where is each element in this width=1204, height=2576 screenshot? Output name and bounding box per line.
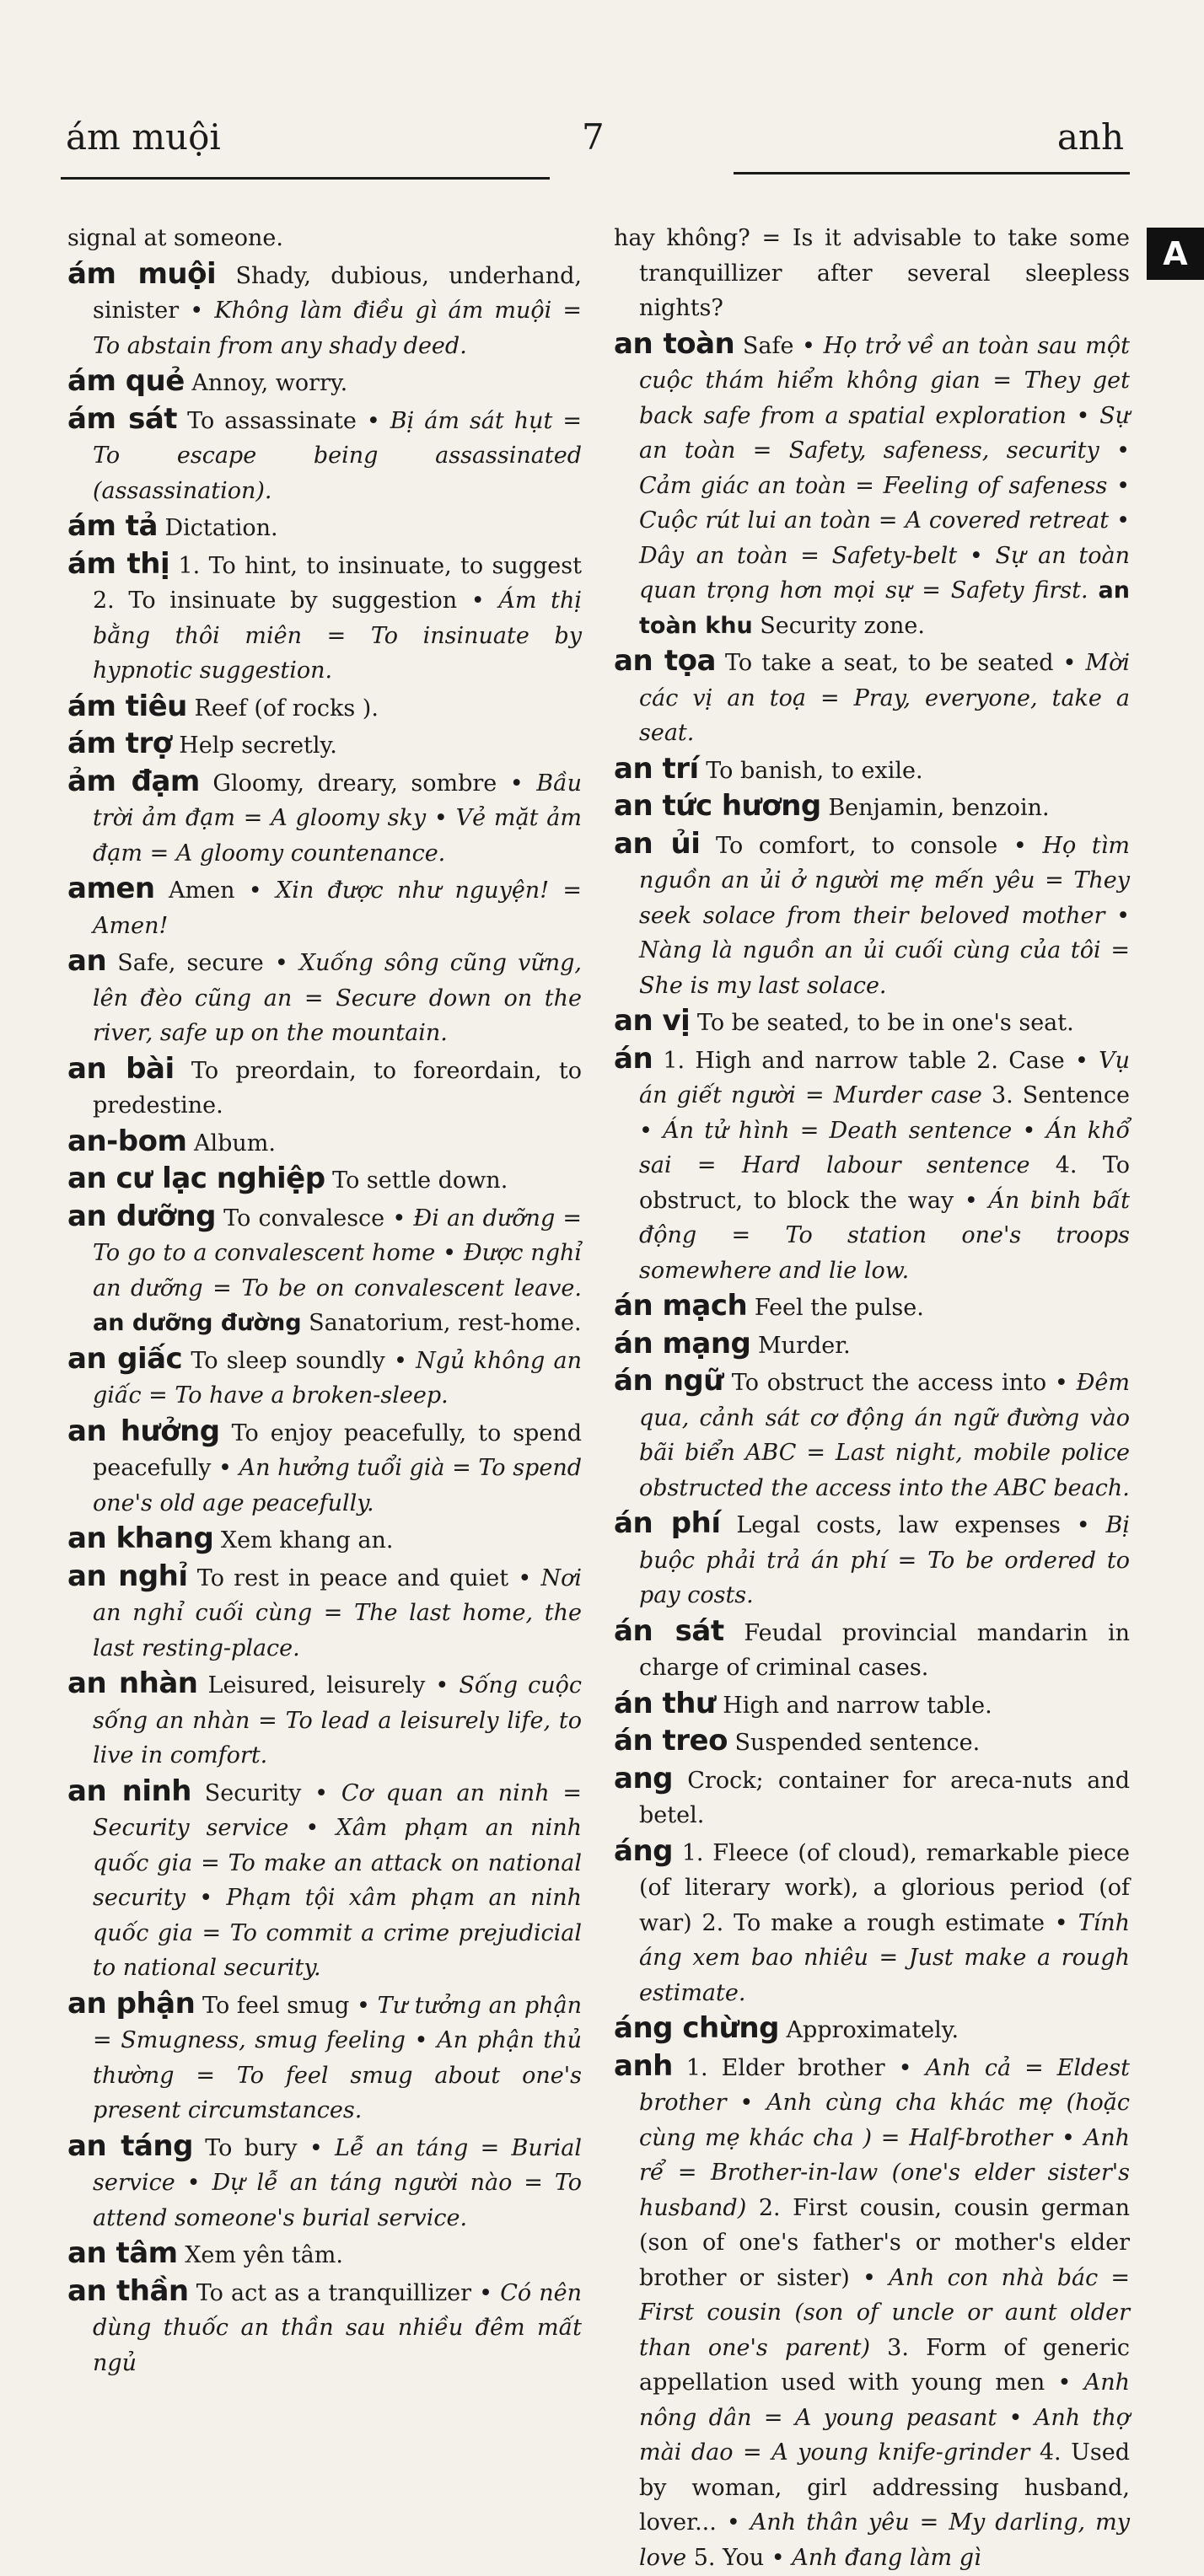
entry-definition: To enjoy peacefully, to spend peacefully xyxy=(93,1419,582,1481)
dictionary-entry xyxy=(67,1052,582,1124)
dictionary-entry: ám thị 1. To hint, to insinuate, to suggest 2. To insinuate by suggestion • Ám thị bằng thôi miên = To insinuate by hypnotic suggestion. xyxy=(67,546,582,684)
entry-definition: To preordain, to foreordain, to predestine. xyxy=(93,1057,582,1119)
dictionary-entry: an ủi To comfort, to console • Họ tìm nguồn an ủi ở người mẹ mến yêu = They seek solace from their beloved mother • Nàng là nguồn an ủi cuối cùng của tôi = She is my last solace. xyxy=(614,826,1130,999)
entry-definition: Xem yên tâm. xyxy=(185,2242,343,2268)
dictionary-entry: ám muội Shady, dubious, underhand, sinister • Không làm điều gì ám muội = To abstain from any shady deed. xyxy=(67,256,582,359)
dictionary-entry: an giấc To sleep soundly • Ngủ không an giấc = To have a broken-sleep. xyxy=(67,1341,582,1409)
entry-definition: To act as a tranquillizer xyxy=(196,2279,472,2306)
entry-definition: High and narrow table. xyxy=(723,1692,992,1719)
entry-definition: Murder. xyxy=(758,1332,851,1359)
entry-definition: Feel the pulse. xyxy=(754,1295,924,1321)
entry-headword: an bài xyxy=(67,1051,175,1086)
entry-example: Anh đang làm gì xyxy=(792,2544,981,2571)
dictionary-entry: án 1. High and narrow table 2. Case • Vụ án giết người = Murder case 3. Sentence • Án tử hình = Death sentence • Án khổ sai = Hard labour sentence 4. To obstruct, to block the way • Án binh bất động = To station one's troops somewhere and lie low. xyxy=(614,1041,1130,1284)
entry-headword: an xyxy=(67,944,107,978)
entry-headword: an trí xyxy=(614,751,699,786)
entry-definition: Album. xyxy=(193,1130,276,1157)
entry-definition: Amen xyxy=(168,877,235,904)
entry-subheadword: an dưỡng đường xyxy=(93,1310,302,1336)
entry-definition: Xem khang an. xyxy=(220,1527,394,1554)
entry-definition: 1. Elder brother xyxy=(685,2054,885,2081)
entry-definition: To comfort, to console xyxy=(716,832,998,859)
entry-headword: ám quẻ xyxy=(67,364,185,398)
dictionary-entry xyxy=(67,1521,582,1559)
entry-definition: Crock; container for areca-nuts and betel. xyxy=(639,1767,1130,1828)
entry-headword: an tâm xyxy=(67,2236,178,2270)
entry-example: Đi an dưỡng = To go to a convalescent home • Được nghỉ an dưỡng = To be on convalescent leave. xyxy=(93,1205,582,1301)
entry-headword: án xyxy=(614,1041,653,1076)
entry-definition: Legal costs, law expenses xyxy=(736,1512,1061,1538)
entry-example: Ám thị bằng thôi miên = To insinuate by hypnotic suggestion. xyxy=(93,588,582,684)
entry-example: Không làm điều gì ám muội = To abstain from any shady deed. xyxy=(93,298,582,359)
dictionary-entry: an Safe, secure • Xuống sông cũng vững, lên đèo cũng an = Secure down on the river, safe up on the mountain. xyxy=(67,944,582,1046)
dictionary-entry: áng 1. Fleece (of cloud), remarkable piece (of literary work), a glorious period (of war) 2. To make a rough estimate • Tính áng xem bao nhiêu = Just make a rough estimate. xyxy=(614,1833,1130,2006)
dictionary-entry xyxy=(614,1762,1130,1833)
dictionary-entry xyxy=(614,752,1130,789)
entry-definition: Benjamin, benzoin. xyxy=(828,795,1050,821)
dictionary-entry: an toàn Safe • Họ trở về an toàn sau một cuộc thám hiểm không gian = They get back safe from a spatial exploration • Sự an toàn = Safety, safeness, security • Cảm giác an toàn = Feeling of safeness • Cuộc rút lui an toàn = A covered retreat • Dây an toàn = Safety-belt • Sự an toàn quan trọng hơn mọi sự = Safety first. an toàn khu Security zone. xyxy=(614,326,1130,639)
entry-example: Mời các vị an toạ = Pray, everyone, take a seat. xyxy=(639,650,1131,746)
entry-example: Án tử hình = Death sentence • Án khổ sai = Hard labour sentence xyxy=(639,1117,1130,1178)
entry-definition: 3. Form of generic appellation used with young men xyxy=(639,2334,1130,2396)
entry-headword: an ủi xyxy=(614,826,701,861)
entry-definition: Dictation. xyxy=(164,515,278,541)
dictionary-entry xyxy=(614,1004,1130,1041)
entry-definition: Leisured, leisurely xyxy=(207,1672,426,1699)
right-guide-word: anh xyxy=(1056,116,1124,158)
entry-headword: an giấc xyxy=(67,1341,183,1376)
entry-example: Có nên dùng thuốc an thần sau nhiều đêm mất ngủ xyxy=(93,2279,583,2376)
entry-headword: ám muội xyxy=(67,256,217,291)
entry-example: Tư tưởng an phận = Smugness, smug feeling • An phận thủ thường = To feel smug about one's present circumstances. xyxy=(93,1992,582,2123)
dictionary-entry: anh 1. Elder brother • Anh cả = Eldest brother • Anh cùng cha khác mẹ (hoặc cùng mẹ khác cha ) = Half-brother • Anh rể = Brother-in-law (one's elder sister's husband) 2. First cousin, cousin german (son of one's father's or mother's elder brother or sister) • Anh con nhà bác = First cousin (son of uncle or aunt older than one's parent) 3. Form of generic appellation used with young men • Anh nông dân = A young peasant • Anh thợ mài dao = A young knife-grinder 4. Used by woman, girl addressing husband, lover... • Anh thân yêu = My darling, my love 5. You • Anh đang làm gì xyxy=(614,2048,1131,2571)
dictionary-entry xyxy=(67,1162,582,1199)
entry-subdefinition: Sanatorium, rest-home. xyxy=(309,1310,582,1336)
entry-example: Họ trở về an toàn sau một cuộc thám hiểm không gian = They get back safe from a spatial exploration • Sự an toàn = Safety, safeness, security • Cảm giác an toàn = Feeling of safeness • Cuộc rút lui an toàn = A covered retreat • Dây an toàn = Safety-belt • Sự an toàn quan trọng hơn mọi sự = Safety first. xyxy=(639,332,1130,604)
entry-headword: ám thị xyxy=(67,546,170,581)
entry-headword: án sát xyxy=(614,1613,724,1648)
dictionary-entry xyxy=(614,1724,1130,1761)
entry-definition: Security xyxy=(204,1779,302,1806)
dictionary-entry: án phí Legal costs, law expenses • Bị buộc phải trả án phí = To be ordered to pay costs. xyxy=(614,1506,1130,1608)
entry-example: Lễ an táng = Burial service • Dự lễ an táng người nào = To attend someone's burial service. xyxy=(93,2134,582,2231)
dictionary-entry xyxy=(614,2011,1130,2048)
entry-definition: 5. You xyxy=(693,2544,765,2571)
entry-example: Bị buộc phải trả án phí = To be ordered to pay costs. xyxy=(639,1512,1130,1608)
entry-definition: To sleep soundly xyxy=(191,1347,385,1374)
entry-headword: ám trợ xyxy=(67,727,172,760)
entry-headword: ảm đạm xyxy=(67,764,200,798)
entry-example: Họ tìm nguồn an ủi ở người mẹ mến yêu = They seek solace from their beloved mother • Nàng là nguồn an ủi cuối cùng của tôi = She is my last solace. xyxy=(639,832,1130,999)
entry-headword: an thần xyxy=(67,2273,189,2308)
entry-headword: an toàn xyxy=(614,326,735,361)
thumb-index-tab: A xyxy=(1147,228,1204,280)
header-rule-left xyxy=(61,177,550,180)
entry-example: Anh thân yêu = My darling, my love xyxy=(639,2509,1131,2571)
entry-definition: 3. Sentence xyxy=(991,1082,1130,1108)
dictionary-entry: an nhàn Leisured, leisurely • Sống cuộc sống an nhàn = To lead a leisurely life, to live in comfort. xyxy=(67,1666,582,1768)
dictionary-entry: amen Amen • Xin được như nguyện! = Amen! xyxy=(67,872,582,939)
entry-headword: an cư lạc nghiệp xyxy=(67,1162,325,1195)
entry-headword: án thư xyxy=(614,1686,716,1720)
dictionary-entry xyxy=(614,789,1130,826)
entry-example: Ngủ không an giấc = To have a broken-sleep. xyxy=(93,1347,582,1409)
entry-example: Vụ án giết người = Murder case xyxy=(639,1047,1130,1108)
entry-headword: an tức hương xyxy=(614,789,821,823)
entry-headword: áng xyxy=(614,1833,673,1868)
entry-headword: an tọa xyxy=(614,644,716,678)
entry-headword: an khang xyxy=(67,1521,214,1555)
continuation-text: signal at someone. xyxy=(67,225,283,251)
entry-definition: Annoy, worry. xyxy=(191,370,348,396)
entry-definition: Safe xyxy=(742,332,794,359)
continuation-text: hay không? = Is it advisable to take some tranquillizer after several sleepless nights? xyxy=(614,225,1130,321)
entry-headword: ám tiêu xyxy=(67,689,187,723)
right-column xyxy=(614,221,1130,2576)
entry-example: Nơi an nghỉ cuối cùng = The last home, the last resting-place. xyxy=(93,1564,582,1661)
entry-definition: 1. To hint, to insinuate, to suggest 2. To insinuate by suggestion xyxy=(93,552,582,614)
entry-example: Bầu trời ảm đạm = A gloomy sky • Vẻ mặt ảm đạm = A gloomy countenance. xyxy=(93,770,583,867)
header-rule-right xyxy=(734,172,1130,174)
entry-example: Anh nông dân = A young peasant • Anh thợ mài dao = A young knife-grinder xyxy=(639,2369,1130,2466)
dictionary-entry: an thần To act as a tranquillizer • Có nên dùng thuốc an thần sau nhiều đêm mất ngủ xyxy=(67,2273,583,2376)
dictionary-entry xyxy=(67,1124,582,1162)
entry-definition: To feel smug xyxy=(202,1992,350,2019)
dictionary-entry xyxy=(67,509,582,546)
entry-subdefinition: Security zone. xyxy=(760,612,925,639)
entry-definition: Shady, dubious, underhand, sinister xyxy=(93,262,582,324)
entry-headword: an ninh xyxy=(67,1774,191,1808)
entry-definition: To rest in peace and quiet xyxy=(196,1564,509,1591)
entry-headword: an nhàn xyxy=(67,1666,198,1700)
dictionary-entry: an phận To feel smug • Tư tưởng an phận = Smugness, smug feeling • An phận thủ thường = To feel smug about one's present circumstances. xyxy=(67,1986,582,2123)
entry-definition: Help secretly. xyxy=(179,733,337,759)
dictionary-entry: an ninh Security • Cơ quan an ninh = Security service • Xâm phạm an ninh quốc gia = To make an attack on national security • Phạm tội xâm phạm an ninh quốc gia = To commit a crime prejudicial to national security. xyxy=(67,1774,582,1981)
dictionary-entry: an táng To bury • Lễ an táng = Burial service • Dự lễ an táng người nào = To attend someone's burial service. xyxy=(67,2128,582,2231)
entry-definition: Reef (of rocks ). xyxy=(194,695,379,722)
entry-definition: 1. Fleece (of cloud), remarkable piece (of literary work), a glorious period (of war) 2. To make a rough estimate xyxy=(639,1839,1130,1936)
entry-definition: Approximately. xyxy=(786,2017,959,2043)
entry-subheadword: an toàn khu xyxy=(639,577,1130,639)
entry-definition: Feudal provincial mandarin in charge of criminal cases. xyxy=(639,1619,1131,1681)
dictionary-entry xyxy=(614,1289,1130,1326)
entry-example: Xin được như nguyện! = Amen! xyxy=(93,877,582,939)
entry-definition: Gloomy, dreary, sombre xyxy=(212,770,497,797)
entry-definition: To take a seat, to be seated xyxy=(725,650,1054,676)
left-guide-word: ám muội xyxy=(66,116,221,158)
left-column xyxy=(67,221,582,2381)
entry-definition: To obstruct the access into xyxy=(731,1370,1047,1396)
entry-example: Tính áng xem bao nhiêu = Just make a rough estimate. xyxy=(639,1909,1130,2006)
entry-headword: an hưởng xyxy=(67,1414,220,1448)
entry-example: Cơ quan an ninh = Security service • Xâm phạm an ninh quốc gia = To make an attack on national security • Phạm tội xâm phạm an ninh quốc gia = To commit a crime prejudicial to national security. xyxy=(93,1779,582,1981)
entry-definition: To banish, to exile. xyxy=(706,757,923,784)
entry-headword: án ngữ xyxy=(614,1364,723,1398)
entry-definition: To convalesce xyxy=(223,1205,385,1232)
entry-example: Anh con nhà bác = First cousin (son of uncle or aunt older than one's parent) xyxy=(639,2264,1131,2361)
page-number: 7 xyxy=(582,116,605,158)
entry-example: Đêm qua, cảnh sát cơ động án ngữ đường vào bãi biển ABC = Last night, mobile police obstructed the access into the ABC beach. xyxy=(639,1370,1130,1501)
dictionary-entry: an hưởng To enjoy peacefully, to spend peacefully • An hưởng tuổi già = To spend one's old age peacefully. xyxy=(67,1414,582,1516)
entry-headword: án treo xyxy=(614,1724,728,1758)
entry-example: Sống cuộc sống an nhàn = To lead a leisurely life, to live in comfort. xyxy=(93,1672,582,1768)
entry-definition: 2. First cousin, cousin german (son of one's father's or mother's elder brother or sister) xyxy=(639,2194,1130,2291)
entry-definition: 4. Used by woman, girl addressing husband, lover... xyxy=(639,2439,1130,2536)
entry-example: Anh cả = Eldest brother • Anh cùng cha khác mẹ (hoặc cùng mẹ khác cha ) = Half-brother • Anh rể = Brother-in-law (one's elder sister's husband) xyxy=(639,2054,1130,2221)
entry-headword: ám tả xyxy=(67,509,158,543)
entry-example: Án binh bất động = To station one's troops somewhere and lie low. xyxy=(639,1187,1130,1284)
dictionary-entry: an dưỡng To convalesce • Đi an dưỡng = To go to a convalescent home • Được nghỉ an dưỡng = To be on convalescent leave. an dưỡng đường Sanatorium, rest-home. xyxy=(67,1199,582,1336)
entry-definition: To be seated, to be in one's seat. xyxy=(696,1010,1074,1036)
entry-headword: án phí xyxy=(614,1506,721,1540)
entry-definition: 4. To obstruct, to block the way xyxy=(639,1152,1130,1214)
entry-definition: To bury xyxy=(205,2134,298,2161)
entry-headword: án mạng xyxy=(614,1326,751,1360)
dictionary-entry xyxy=(67,727,582,764)
entry-headword: áng chừng xyxy=(614,2011,779,2045)
entry-headword: ang xyxy=(614,1761,673,1795)
entry-example: An hưởng tuổi già = To spend one's old age peacefully. xyxy=(93,1455,582,1516)
entry-headword: anh xyxy=(614,2048,673,2083)
entry-headword: an phận xyxy=(67,1986,196,2021)
entry-headword: amen xyxy=(67,872,155,905)
dictionary-entry: ảm đạm Gloomy, dreary, sombre • Bầu trời ảm đạm = A gloomy sky • Vẻ mặt ảm đạm = A gloomy countenance. xyxy=(67,764,583,867)
entry-headword: ám sát xyxy=(67,401,178,436)
entry-definition: Suspended sentence. xyxy=(734,1730,981,1756)
entry-definition: Safe, secure xyxy=(117,950,264,976)
dictionary-entry: ám sát To assassinate • Bị ám sát hụt = To escape being assassinated (assassination). xyxy=(67,401,583,504)
dictionary-entry xyxy=(67,690,582,727)
entry-headword: an táng xyxy=(67,2128,193,2163)
entry-headword: án mạch xyxy=(614,1289,748,1323)
entry-headword: an vị xyxy=(614,1004,691,1038)
dictionary-entry: án ngữ To obstruct the access into • Đêm qua, cảnh sát cơ động án ngữ đường vào bãi biển ABC = Last night, mobile police obstructed the access into the ABC beach. xyxy=(614,1364,1130,1501)
entry-definition: 1. High and narrow table 2. Case xyxy=(663,1047,1065,1074)
dictionary-entry xyxy=(614,1327,1130,1364)
page-header xyxy=(66,116,1124,167)
dictionary-entry xyxy=(67,2236,582,2273)
dictionary-entry xyxy=(614,1687,1130,1724)
entry-example: Xuống sông cũng vững, lên đèo cũng an = Secure down on the river, safe up on the mountain. xyxy=(93,950,582,1046)
entry-definition: To assassinate xyxy=(187,407,357,434)
entry-headword: an-bom xyxy=(67,1124,187,1158)
dictionary-entry xyxy=(67,364,582,401)
entry-example: Bị ám sát hụt = To escape being assassinated (assassination). xyxy=(93,407,583,504)
entry-headword: an nghỉ xyxy=(67,1559,188,1593)
dictionary-entry: an nghỉ To rest in peace and quiet • Nơi an nghỉ cuối cùng = The last home, the last resting-place. xyxy=(67,1559,582,1661)
entry-definition: To settle down. xyxy=(332,1167,508,1194)
dictionary-entry xyxy=(614,1614,1130,1686)
entry-headword: an dưỡng xyxy=(67,1199,216,1233)
dictionary-entry: an tọa To take a seat, to be seated • Mời các vị an toạ = Pray, everyone, take a seat. xyxy=(614,644,1131,746)
